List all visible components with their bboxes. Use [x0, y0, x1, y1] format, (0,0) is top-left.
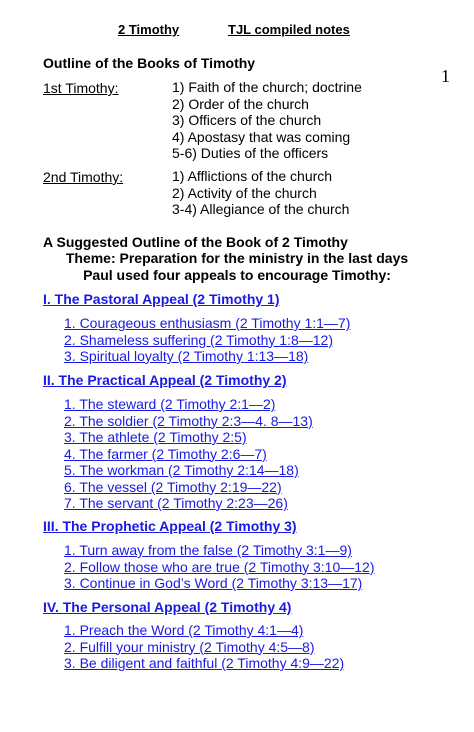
- practical-item-7-link[interactable]: 7. The servant (2 Timothy 2:23—26): [64, 495, 288, 511]
- practical-item-1-link[interactable]: 1. The steward (2 Timothy 2:1—2): [64, 396, 276, 412]
- list-item: [64, 479, 313, 496]
- list-item: [64, 446, 313, 463]
- list-item: 4) Apostasy that was coming: [172, 128, 351, 145]
- practical-item-5-link[interactable]: 5. The workman (2 Timothy 2:14—18): [64, 462, 299, 478]
- list-item: [64, 639, 344, 656]
- suggested-outline-title: A Suggested Outline of the Book of 2 Timothy: [43, 234, 348, 250]
- list-item: [64, 542, 374, 559]
- list-item: 1) Afflictions of the church: [172, 168, 333, 184]
- list-item: 1) Faith of the church; doctrine: [172, 79, 362, 95]
- first-timothy-label: 1st Timothy:: [43, 80, 119, 96]
- list-item: [64, 413, 313, 430]
- page-number: 1: [441, 66, 450, 86]
- practical-item-3-link[interactable]: 3. The athlete (2 Timothy 2:5): [64, 429, 247, 445]
- list-item: [64, 332, 350, 349]
- list-item: 2) Order of the church: [172, 95, 309, 112]
- list-item: [64, 622, 344, 639]
- theme-line: Theme: Preparation for the ministry in the last days: [65, 250, 409, 266]
- practical-item-6-link[interactable]: 6. The vessel (2 Timothy 2:19—22): [64, 478, 282, 495]
- list-item: 2) Activity of the church: [172, 184, 317, 201]
- section-pastoral-appeal-link[interactable]: I. The Pastoral Appeal (2 Timothy 1): [43, 291, 280, 307]
- pastoral-item-3-link[interactable]: 3. Spiritual loyalty (2 Timothy 1:13—18): [64, 348, 309, 364]
- personal-appeal-list: [64, 622, 344, 672]
- list-item: [64, 559, 374, 576]
- first-timothy-list: [172, 79, 362, 162]
- pastoral-item-1-link[interactable]: 1. Courageous enthusiasm (2 Timothy 1:1—7): [64, 315, 351, 331]
- personal-item-3-link[interactable]: 3. Be diligent and faithful (2 Timothy 4:9—22): [64, 655, 345, 671]
- section-personal-appeal-link[interactable]: IV. The Personal Appeal (2 Timothy 4): [43, 599, 292, 615]
- section-practical-appeal-link[interactable]: II. The Practical Appeal (2 Timothy 2): [43, 372, 287, 388]
- list-item: [64, 495, 313, 512]
- list-item: 3-4) Allegiance of the church: [172, 201, 350, 217]
- header-notes: TJL compiled notes: [228, 22, 350, 37]
- pastoral-appeal-list: [64, 315, 350, 365]
- section-prophetic-appeal-link[interactable]: III. The Prophetic Appeal (2 Timothy 3): [43, 518, 297, 534]
- practical-item-4-link[interactable]: 4. The farmer (2 Timothy 2:6—7): [64, 445, 267, 462]
- second-timothy-list: [172, 168, 349, 218]
- prophetic-item-1-link[interactable]: 1. Turn away from the false (2 Timothy 3:1—9): [64, 542, 352, 558]
- list-item: [64, 348, 350, 365]
- practical-item-2-link[interactable]: 2. The soldier (2 Timothy 2:3—4. 8—13): [64, 412, 313, 429]
- list-item: [64, 655, 344, 672]
- personal-item-2-link[interactable]: 2. Fulfill your ministry (2 Timothy 4:5—8): [64, 638, 315, 655]
- list-item: [64, 462, 313, 479]
- second-timothy-label: 2nd Timothy:: [43, 169, 124, 185]
- personal-item-1-link[interactable]: 1. Preach the Word (2 Timothy 4:1—4): [64, 622, 304, 638]
- list-item: [64, 315, 350, 332]
- list-item: [64, 396, 313, 413]
- list-item: 5-6) Duties of the officers: [172, 145, 329, 161]
- pastoral-item-2-link[interactable]: 2. Shameless suffering (2 Timothy 1:8—12): [64, 331, 333, 348]
- list-item: [64, 429, 313, 446]
- prophetic-item-2-link[interactable]: 2. Follow those who are true (2 Timothy 3:10—12): [64, 558, 375, 575]
- prophetic-item-3-link[interactable]: 3. Continue in God’s Word (2 Timothy 3:13—17): [64, 575, 363, 591]
- list-item: 3) Officers of the church: [172, 112, 322, 128]
- practical-appeal-list: [64, 396, 313, 512]
- appeals-line: Paul used four appeals to encourage Timothy:: [83, 267, 391, 283]
- header-title: 2 Timothy: [118, 22, 180, 37]
- list-item: [64, 575, 374, 592]
- prophetic-appeal-list: [64, 542, 374, 592]
- outline-title: Outline of the Books of Timothy: [43, 55, 256, 71]
